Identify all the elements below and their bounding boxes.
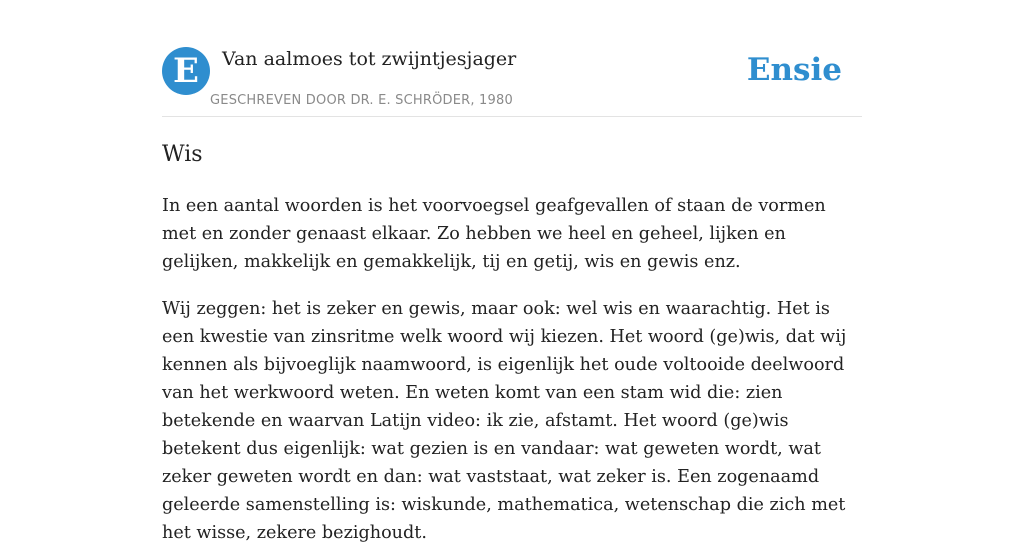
ensie-logo-icon[interactable]: E <box>162 47 210 95</box>
header <box>162 46 862 117</box>
ensie-brand-link[interactable]: Ensie <box>746 52 842 88</box>
author-byline: GESCHREVEN DOOR DR. E. SCHRÖDER, 1980 <box>210 93 513 108</box>
entry-content <box>162 136 862 547</box>
entry-paragraph-2: Wij zeggen: het is zeker en gewis, maar ook: wel wis en waarachtig. Het is een kwestie van zinsritme welk woord wij kiezen. Het woord (ge)wis, dat wij kennen als bijvoeglijk naamwoord, is eigenlijk het oude voltooide deelwoord van het werkwoord weten. En weten komt van een stam wid die: zien betekende en waarvan Latijn video: ik zie, afstamt. Het woord (ge)wis betekent dus eigenlijk: wat gezien is en vandaar: wat geweten wordt, wat zeker geweten wordt en dan: wat vaststaat, wat zeker is. Een zogenaamd geleerde samenstelling is: wiskunde, mathematica, wetenschap die zich met het wisse, zekere bezighoudt. <box>162 299 847 543</box>
book-title-link[interactable]: Van aalmoes tot zwijntjesjager <box>222 48 517 70</box>
entry-title: Wis <box>162 142 203 167</box>
entry-paragraph-1: In een aantal woorden is het voorvoegsel geafgevallen of staan de vormen met en zonder genaast elkaar. Zo hebben we heel en geheel, lijken en gelijken, makkelijk en gemakkelijk, tij en getij, wis en gewis enz. <box>162 196 826 272</box>
